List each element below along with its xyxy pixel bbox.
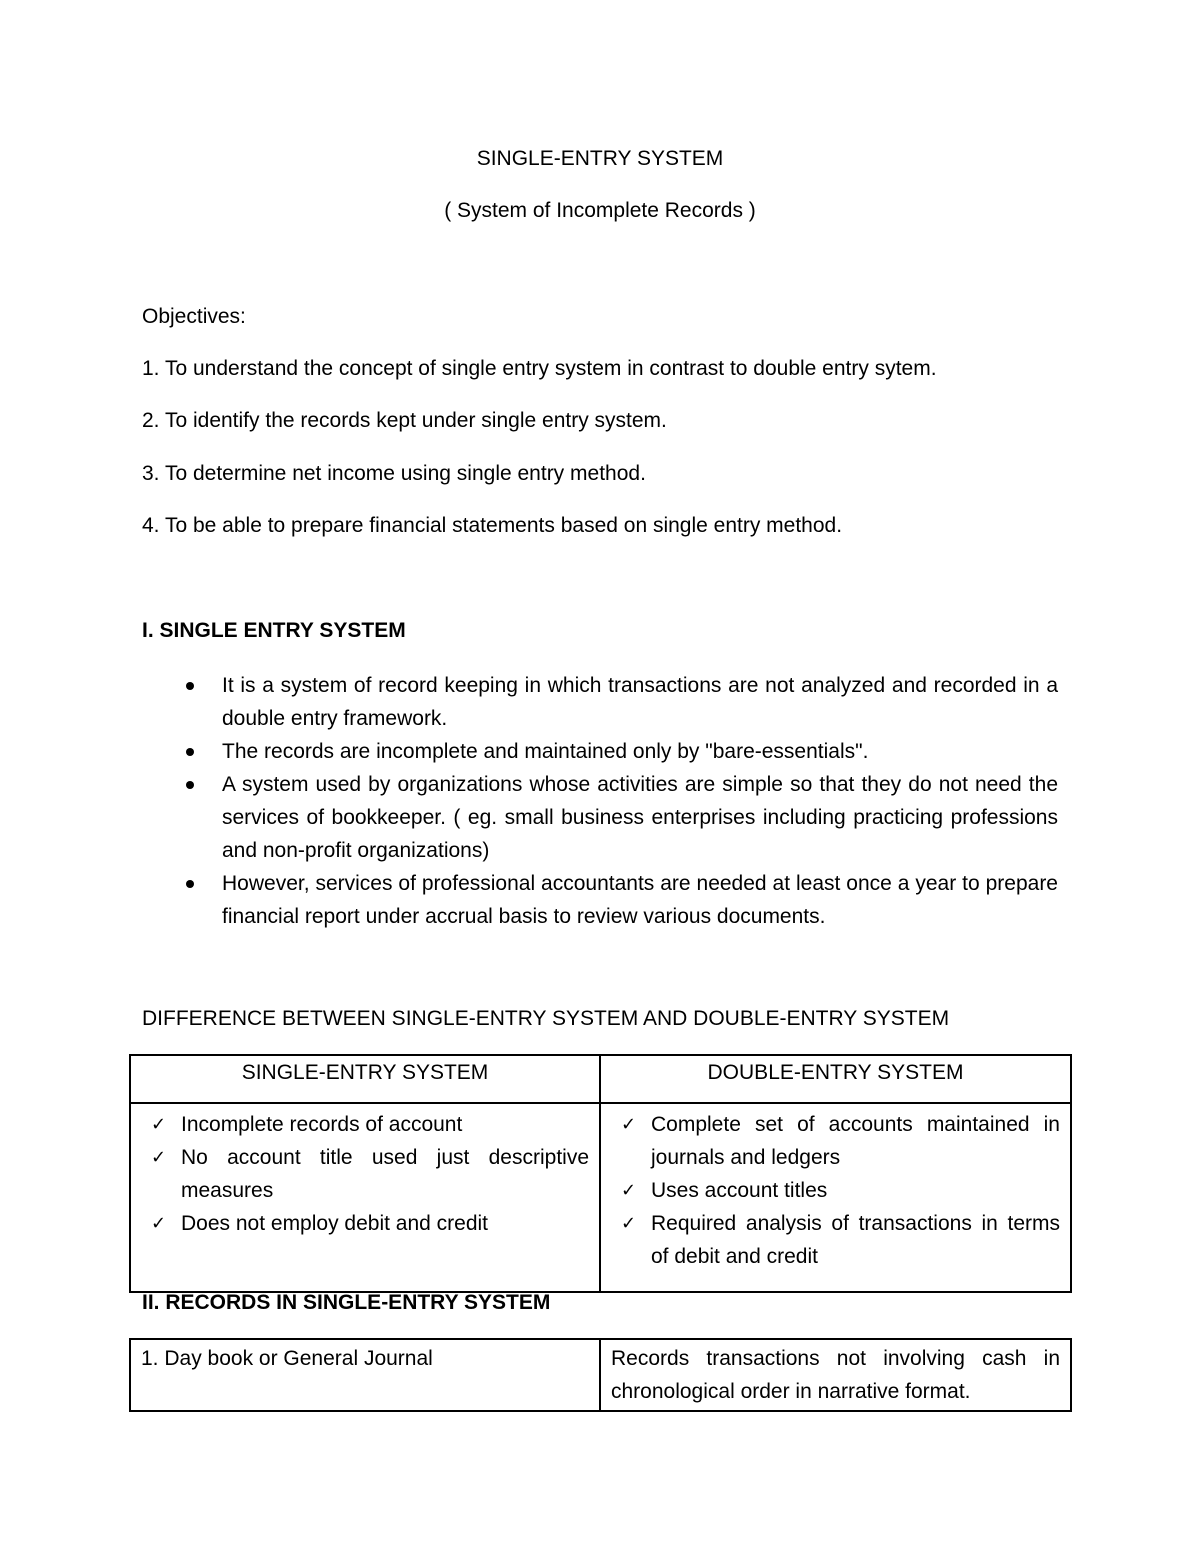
- checklist-item: ✓ Required analysis of transactions in terms of debit and credit: [613, 1207, 1060, 1273]
- objectives-heading: Objectives:: [142, 305, 246, 328]
- bullet-item: It is a system of record keeping in which transactions are not analyzed and recorded in a double entry framework.: [186, 669, 1058, 735]
- comparison-header-row: [130, 1055, 1071, 1103]
- checkmark-icon: ✓: [621, 1114, 637, 1135]
- document-title: SINGLE-ENTRY SYSTEM: [476, 147, 724, 170]
- checklist-item: ✓ Incomplete records of account: [143, 1108, 589, 1141]
- record-name-cell: 1. Day book or General Journal: [130, 1339, 600, 1411]
- checkmark-icon: ✓: [151, 1147, 167, 1168]
- checkmark-icon: ✓: [151, 1213, 167, 1234]
- objective-item: 4. To be able to prepare financial statements based on single entry method.: [142, 514, 843, 537]
- double-entry-column-header: DOUBLE-ENTRY SYSTEM: [600, 1055, 1071, 1103]
- comparison-body-row: [130, 1103, 1071, 1292]
- checkmark-icon: ✓: [621, 1213, 637, 1234]
- single-entry-cell: [130, 1103, 600, 1292]
- table-row: [130, 1339, 1071, 1411]
- bullet-item: A system used by organizations whose activities are simple so that they do not need the services of bookkeeper. ( eg. small business enterprises including practicing professions and non-profit organizations): [186, 768, 1058, 867]
- checklist-item: ✓ Uses account titles: [613, 1174, 1060, 1207]
- single-entry-column-header: SINGLE-ENTRY SYSTEM: [130, 1055, 600, 1103]
- checklist-item: ✓ Does not employ debit and credit: [143, 1207, 589, 1240]
- document-subtitle: ( System of Incomplete Records ): [444, 199, 756, 222]
- bullet-item: However, services of professional accountants are needed at least once a year to prepare financial report under accrual basis to review various documents.: [186, 867, 1058, 933]
- record-description-cell: Records transactions not involving cash in chronological order in narrative format.: [600, 1339, 1071, 1411]
- section1-heading: I. SINGLE ENTRY SYSTEM: [142, 619, 406, 642]
- objective-item: 3. To determine net income using single entry method.: [142, 462, 646, 485]
- checkmark-icon: ✓: [151, 1114, 167, 1135]
- checkmark-icon: ✓: [621, 1180, 637, 1201]
- checklist-item: ✓ Complete set of accounts maintained in journals and ledgers: [613, 1108, 1060, 1174]
- section2-heading: II. RECORDS IN SINGLE-ENTRY SYSTEM: [142, 1291, 551, 1314]
- comparison-table: [129, 1054, 1072, 1293]
- section1-bullet-list: [186, 669, 1058, 933]
- checklist-item: ✓ No account title used just descriptive measures: [143, 1141, 589, 1207]
- objective-item: 2. To identify the records kept under single entry system.: [142, 409, 667, 432]
- bullet-item: The records are incomplete and maintained only by "bare-essentials".: [186, 735, 1058, 768]
- records-table: [129, 1338, 1072, 1412]
- double-entry-cell: [600, 1103, 1071, 1292]
- objective-item: 1. To understand the concept of single entry system in contrast to double entry sytem.: [142, 357, 937, 380]
- difference-heading: DIFFERENCE BETWEEN SINGLE-ENTRY SYSTEM AND DOUBLE-ENTRY SYSTEM: [142, 1007, 950, 1030]
